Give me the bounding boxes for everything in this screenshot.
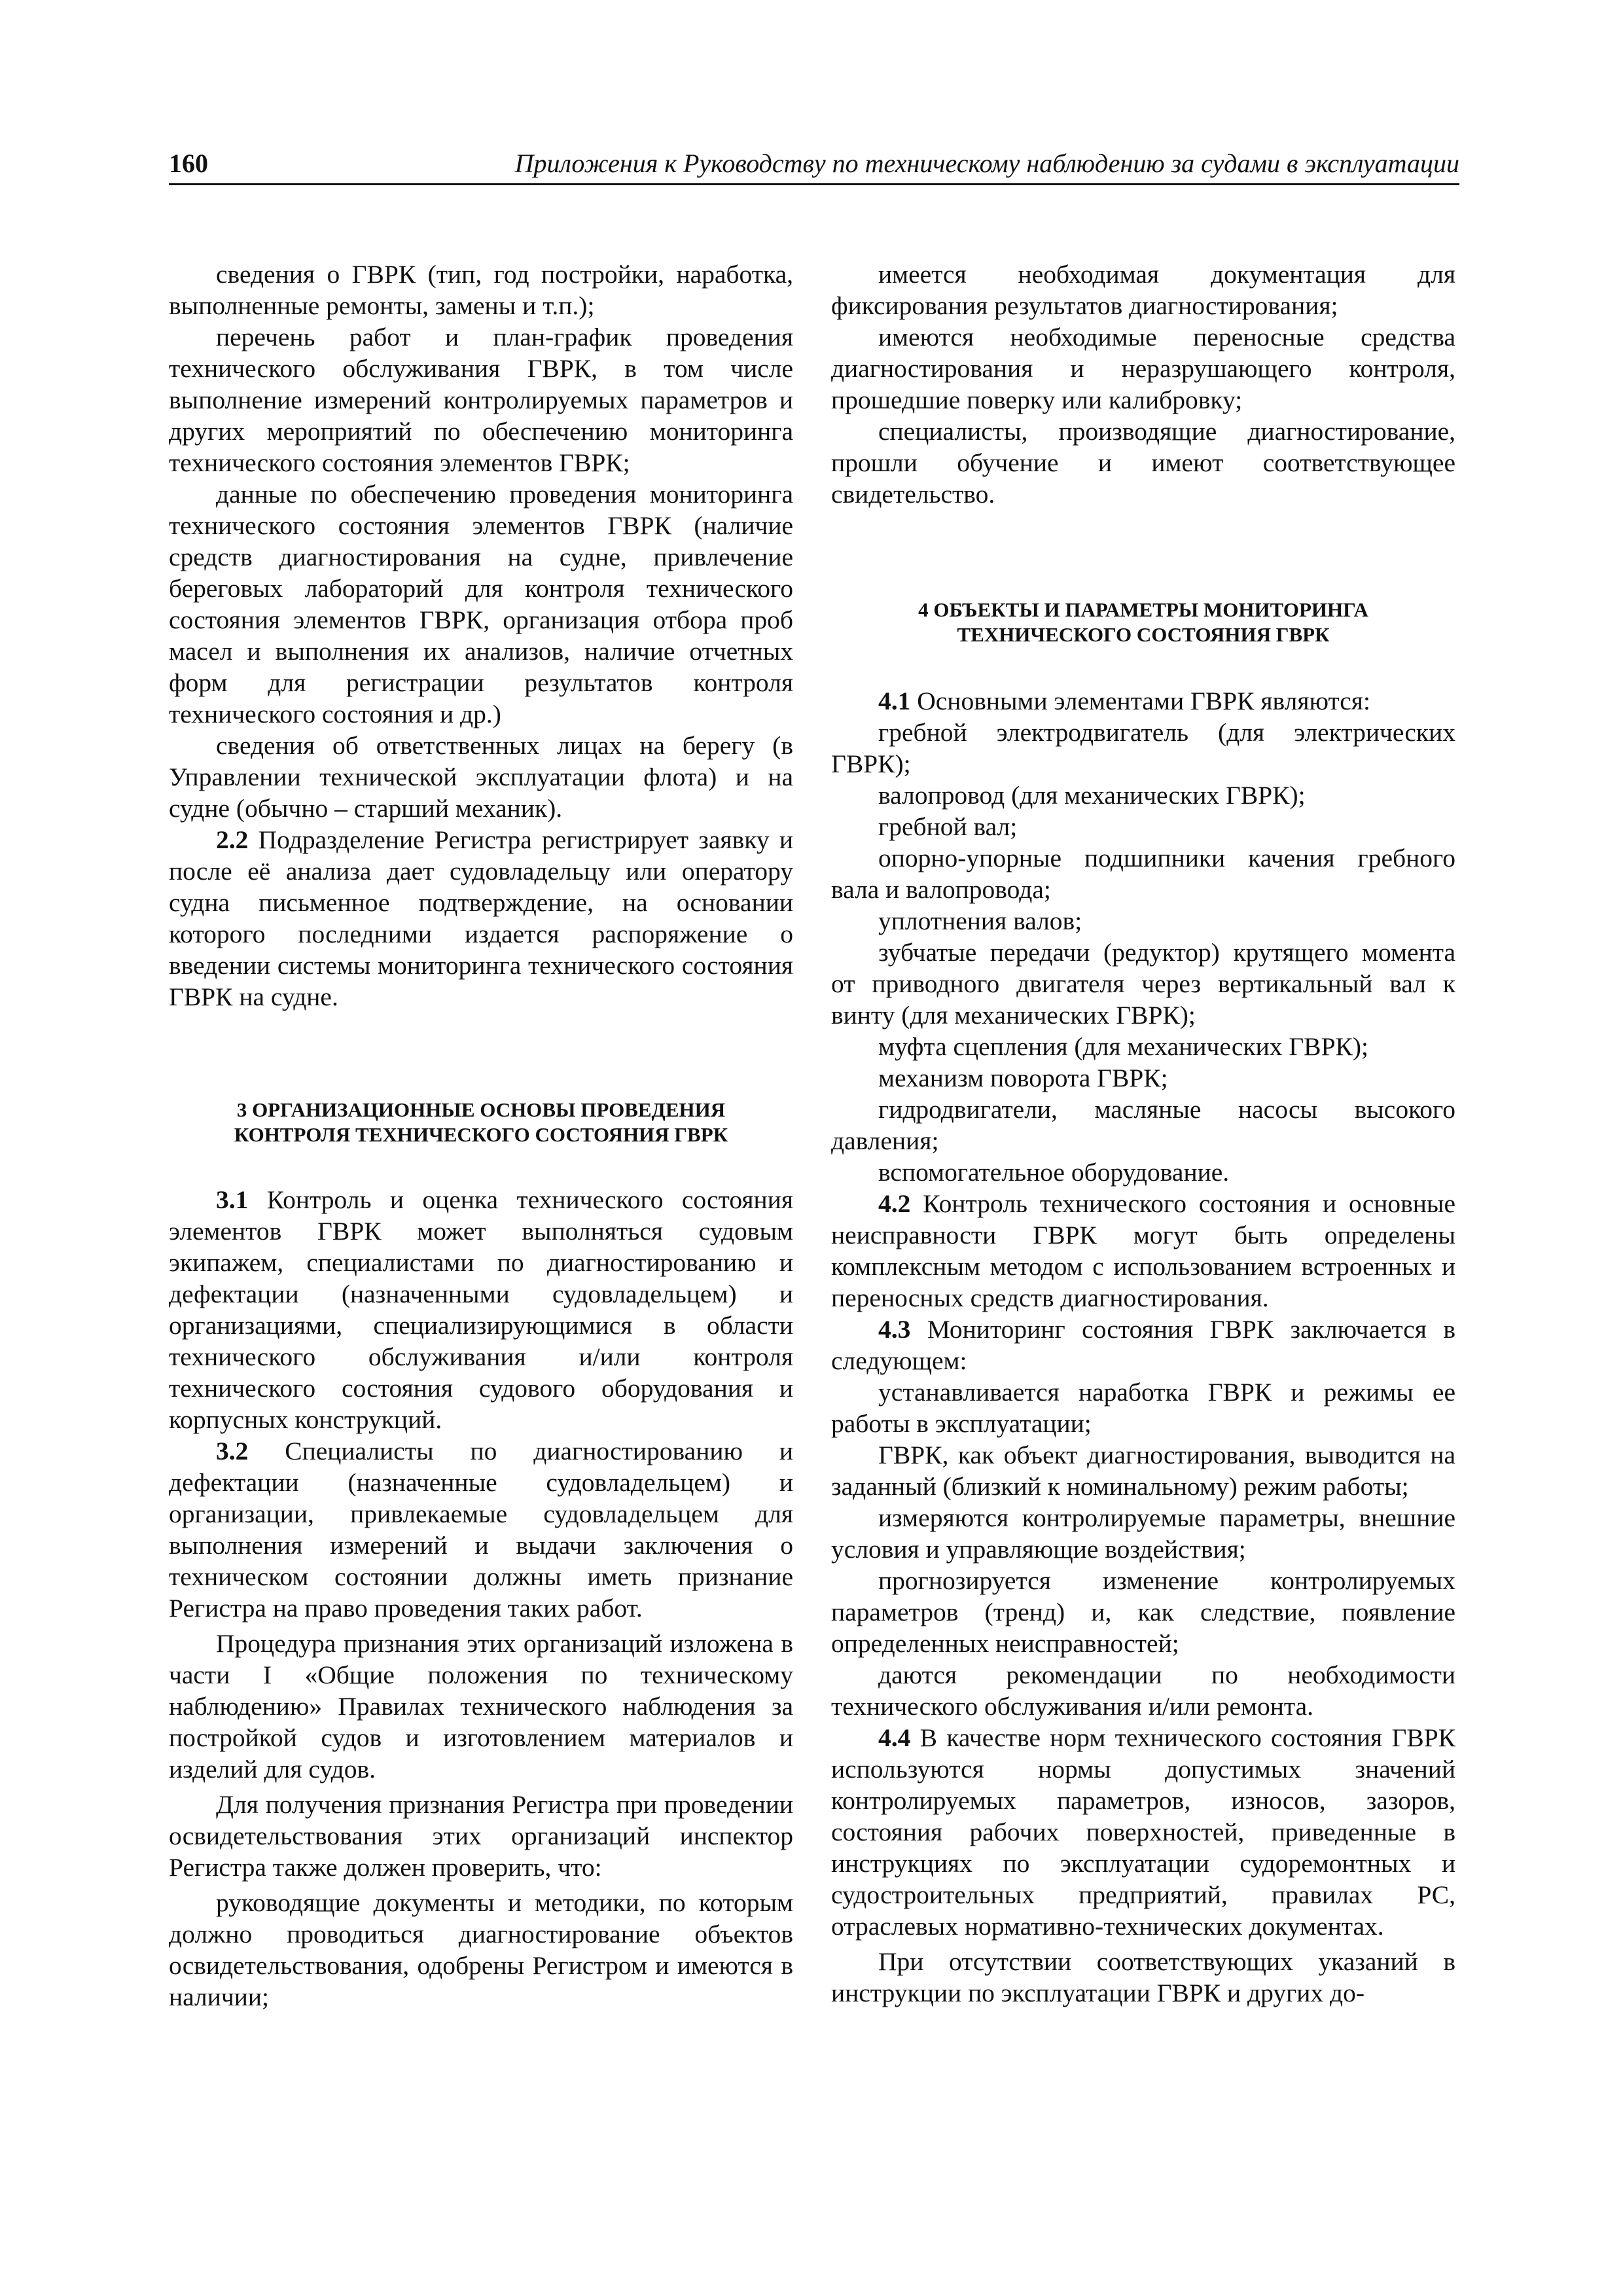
paragraph: Процедура признания этих организаций изложена в части I «Общие положения по техническому наблюдению» Правилах технического наблюдения за постройкой судов и изготовлением материалов и изделий для судов.	[169, 1629, 793, 1784]
paragraph: Для получения признания Регистра при проведении освидетельствования этих организаций инспектор Регистра также должен проверить, что:	[169, 1790, 793, 1882]
clause-number: 4.1	[878, 687, 911, 715]
section-heading-line: ТЕХНИЧЕСКОГО СОСТОЯНИЯ ГВРК	[957, 623, 1330, 646]
clause-number: 4.3	[878, 1315, 911, 1344]
paragraph: специалисты, производящие диагностирование, прошли обучение и имеют соответствующее свидетельство.	[831, 417, 1455, 509]
clause-number: 3.2	[216, 1437, 249, 1465]
paragraph	[831, 1188, 1455, 1314]
paragraph: измеряются контролируемые параметры, внешние условия и управляющие воздействия;	[831, 1503, 1455, 1564]
section-heading-line: 3 ОРГАНИЗАЦИОННЫЕ ОСНОВЫ ПРОВЕДЕНИЯ	[236, 1098, 726, 1121]
paragraph: гребной вал;	[878, 812, 1018, 841]
clause-text: В качестве норм технического состояния ГВРК используются нормы допустимых значений контролируемых параметров, износов, зазоров, состояния рабочих поверхностей, приведенные в инструкциях по эксплуатации судоремонтных и судостроительных предприятий, правилах РС, отраслевых нормативно-технических документах.	[831, 1723, 1455, 1941]
paragraph: имеется необходимая документация для фиксирования результатов диагностирования;	[831, 260, 1455, 320]
section-4-heading	[831, 598, 1455, 647]
clause-text: Подразделение Регистра регистрирует заявку и после её анализа дает судовладельцу или оператору судна письменное подтверждение, на основании которого последними издается распоряжение о введении системы мониторинга технического состояния ГВРК на судне.	[169, 825, 793, 1011]
left-column	[169, 259, 793, 2013]
paragraph	[169, 1435, 793, 1624]
paragraph	[169, 824, 793, 1013]
paragraph: гидродвигатели, масляные насосы высокого давления;	[831, 1095, 1455, 1155]
page-header	[169, 145, 1459, 185]
clause-number: 4.2	[878, 1189, 911, 1218]
paragraph: устанавливается наработка ГВРК и режимы ее работы в эксплуатации;	[831, 1378, 1455, 1438]
clause-text: Контроль технического состояния и основные неисправности ГВРК могут быть определены комплексным методом с использованием встроенных и переносных средств диагностирования.	[831, 1189, 1455, 1312]
clause-number: 4.4	[878, 1723, 911, 1752]
paragraph: опорно-упорные подшипники качения гребного вала и валопровода;	[831, 844, 1455, 904]
paragraph	[831, 1314, 1455, 1376]
paragraph: зубчатые передачи (редуктор) крутящего момента от приводного двигателя через вертикальный вал к винту (для механических ГВРК);	[831, 938, 1455, 1030]
paragraph: прогнозируется изменение контролируемых параметров (тренд) и, как следствие, появление определенных неисправностей;	[831, 1566, 1455, 1658]
clause-text: Контроль и оценка технического состояния элементов ГВРК может выполняться судовым экипажем, специалистами по диагностированию и дефектации (назначенными судовладельцем) и организациями, специализирующимися в области технического обслуживания и/или контроля технического состояния судового оборудования и корпусных конструкций.	[169, 1185, 793, 1434]
section-heading-line: 4 ОБЪЕКТЫ И ПАРАМЕТРЫ МОНИТОРИНГА	[918, 598, 1368, 621]
paragraph: ГВРК, как объект диагностирования, выводится на заданный (близкий к номинальному) режим работы;	[831, 1441, 1455, 1501]
right-column	[831, 259, 1455, 2009]
paragraph: При отсутствии соответствующих указаний в инструкции по эксплуатации ГВРК и других до-	[831, 1947, 1455, 2007]
section-3-heading	[169, 1098, 793, 1147]
clause-number: 3.1	[216, 1185, 249, 1214]
paragraph: имеются необходимые переносные средства диагностирования и неразрушающего контроля, прошедшие поверку или калибровку;	[831, 323, 1455, 414]
paragraph	[169, 1184, 793, 1435]
paragraph: перечень работ и план-график проведения технического обслуживания ГВРК, в том числе выполнение измерений контролируемых параметров и других мероприятий по обеспечению мониторинга технического состояния элементов ГВРК;	[169, 323, 793, 477]
paragraph: гребной электродвигатель (для электрических ГВРК);	[831, 718, 1455, 778]
paragraph: валопровод (для механических ГВРК);	[878, 781, 1306, 810]
paragraph: данные по обеспечению проведения мониторинга технического состояния элементов ГВРК (наличие средств диагностирования на судне, привлечение береговых лабораторий для контроля технического состояния элементов ГВРК, организация отбора проб масел и выполнения их анализов, наличие отчетных форм для регистрации результатов контроля технического состояния и др.)	[169, 480, 793, 728]
paragraph: уплотнения валов;	[878, 906, 1082, 935]
clause-text: Основными элементами ГВРК являются:	[910, 687, 1370, 715]
page-number: 160	[169, 149, 208, 178]
paragraph: вспомогательное оборудование.	[878, 1158, 1230, 1187]
clause-text: Мониторинг состояния ГВРК заключается в следующем:	[831, 1315, 1455, 1375]
paragraph: руководящие документы и методики, по которым должно проводиться диагностирование объектов освидетельствования, одобрены Регистром и имеются в наличии;	[169, 1888, 793, 2011]
paragraph	[831, 685, 1455, 717]
paragraph: муфта сцепления (для механических ГВРК);	[878, 1032, 1368, 1061]
paragraph: сведения об ответственных лицах на берегу (в Управлении технической эксплуатации флота) и на судне (обычно – старший механик).	[169, 731, 793, 823]
section-heading-line: КОНТРОЛЯ ТЕХНИЧЕСКОГО СОСТОЯНИЯ ГВРК	[234, 1123, 728, 1146]
paragraph: сведения о ГВРК (тип, год постройки, наработка, выполненные ремонты, замены и т.п.);	[169, 260, 793, 320]
paragraph: даются рекомендации по необходимости технического обслуживания и/или ремонта.	[831, 1660, 1455, 1721]
clause-text: Специалисты по диагностированию и дефектации (назначенные судовладельцем) и организации, привлекаемые судовладельцем для выполнения измерений и выдачи заключения о техническом состоянии должны иметь признание Регистра на право проведения таких работ.	[169, 1437, 793, 1623]
running-title: Приложения к Руководству по техническому наблюдению за судами в эксплуатации	[514, 149, 1459, 178]
paragraph: механизм поворота ГВРК;	[878, 1064, 1168, 1092]
clause-number: 2.2	[216, 825, 249, 854]
paragraph	[831, 1722, 1455, 1942]
